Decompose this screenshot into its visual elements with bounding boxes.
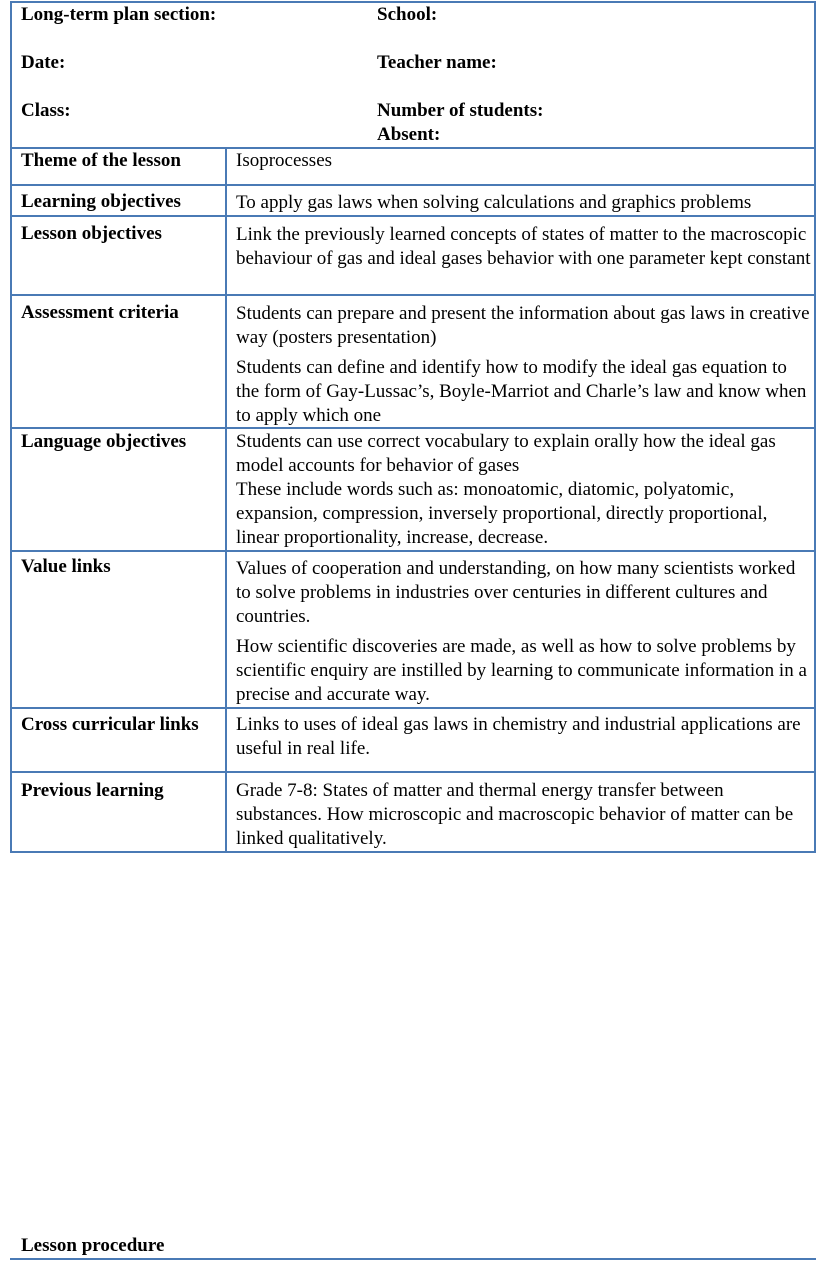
row-label-previous-learning: Previous learning — [21, 780, 164, 801]
paragraph: Grade 7-8: States of matter and thermal energy transfer between substances. How microscopic and macroscopic behavior of matter can be linked qualitatively. — [236, 780, 794, 849]
paragraph: Link the previously learned concepts of states of matter to the macroscopic behaviour of gas and ideal gases behavior with one parameter kept constant — [236, 224, 811, 269]
absent-label: Absent: — [377, 124, 441, 145]
school-label: School: — [377, 4, 438, 25]
row-label-value-links: Value links — [21, 556, 111, 577]
paragraph: Students can prepare and present the information about gas laws in creative way (posters presentation) — [236, 303, 810, 348]
row-label-lesson-objectives: Lesson objectives — [21, 223, 162, 244]
row-value-previous-learning — [236, 779, 814, 851]
column-divider — [225, 148, 227, 853]
number-of-students-label: Number of students: — [377, 100, 544, 121]
class-label: Class: — [21, 100, 71, 121]
paragraph: Students can define and identify how to modify the ideal gas equation to the form of Gay-Lussac’s, Boyle-Marriot and Charle’s law and know when to apply which one — [236, 357, 807, 426]
paragraph: Students can use correct vocabulary to explain orally how the ideal gas model accounts for behavior of gases — [236, 431, 776, 476]
row-border — [10, 550, 816, 552]
row-border — [10, 707, 816, 709]
row-value-value-links — [236, 557, 814, 707]
paragraph: Isoprocesses — [236, 150, 333, 171]
row-value-assessment-criteria — [236, 302, 814, 428]
paragraph: These include words such as: monoatomic, diatomic, polyatomic, expansion, compression, inversely proportional, directly proportional, linear proportionality, increase, decrease. — [236, 479, 768, 548]
lesson-procedure-top-border — [10, 1258, 816, 1260]
long-term-plan-label: Long-term plan section: — [21, 4, 217, 25]
paragraph: Values of cooperation and understanding, on how many scientists worked to solve problems in industries over centuries in different cultures and countries. — [236, 558, 796, 627]
lesson-procedure-heading: Lesson procedure — [21, 1235, 165, 1256]
row-value-language-objectives — [236, 430, 814, 550]
row-label-language-objectives: Language objectives — [21, 431, 187, 452]
row-border — [10, 771, 816, 773]
table-bottom-border — [10, 851, 816, 853]
row-border — [10, 184, 816, 186]
row-border — [10, 294, 816, 296]
paragraph: Links to uses of ideal gas laws in chemistry and industrial applications are useful in real life. — [236, 714, 801, 759]
row-label-learning-objectives: Learning objectives — [21, 191, 181, 212]
row-value-learning-objectives — [236, 191, 814, 215]
row-label-cross-curricular-links: Cross curricular links — [21, 714, 199, 735]
date-label: Date: — [21, 52, 66, 73]
teacher-name-label: Teacher name: — [377, 52, 497, 73]
row-value-lesson-objectives — [236, 223, 814, 271]
table-top-border — [10, 1, 816, 3]
row-border — [10, 215, 816, 217]
paragraph: How scientific discoveries are made, as well as how to solve problems by scientific enquiry are instilled by learning to communicate information in a precise and accurate way. — [236, 636, 807, 705]
row-label-assessment-criteria: Assessment criteria — [21, 302, 179, 323]
row-value-cross-curricular-links — [236, 713, 814, 761]
row-value-theme — [236, 149, 814, 173]
paragraph: To apply gas laws when solving calculations and graphics problems — [236, 192, 752, 213]
row-label-theme: Theme of the lesson — [21, 150, 181, 171]
